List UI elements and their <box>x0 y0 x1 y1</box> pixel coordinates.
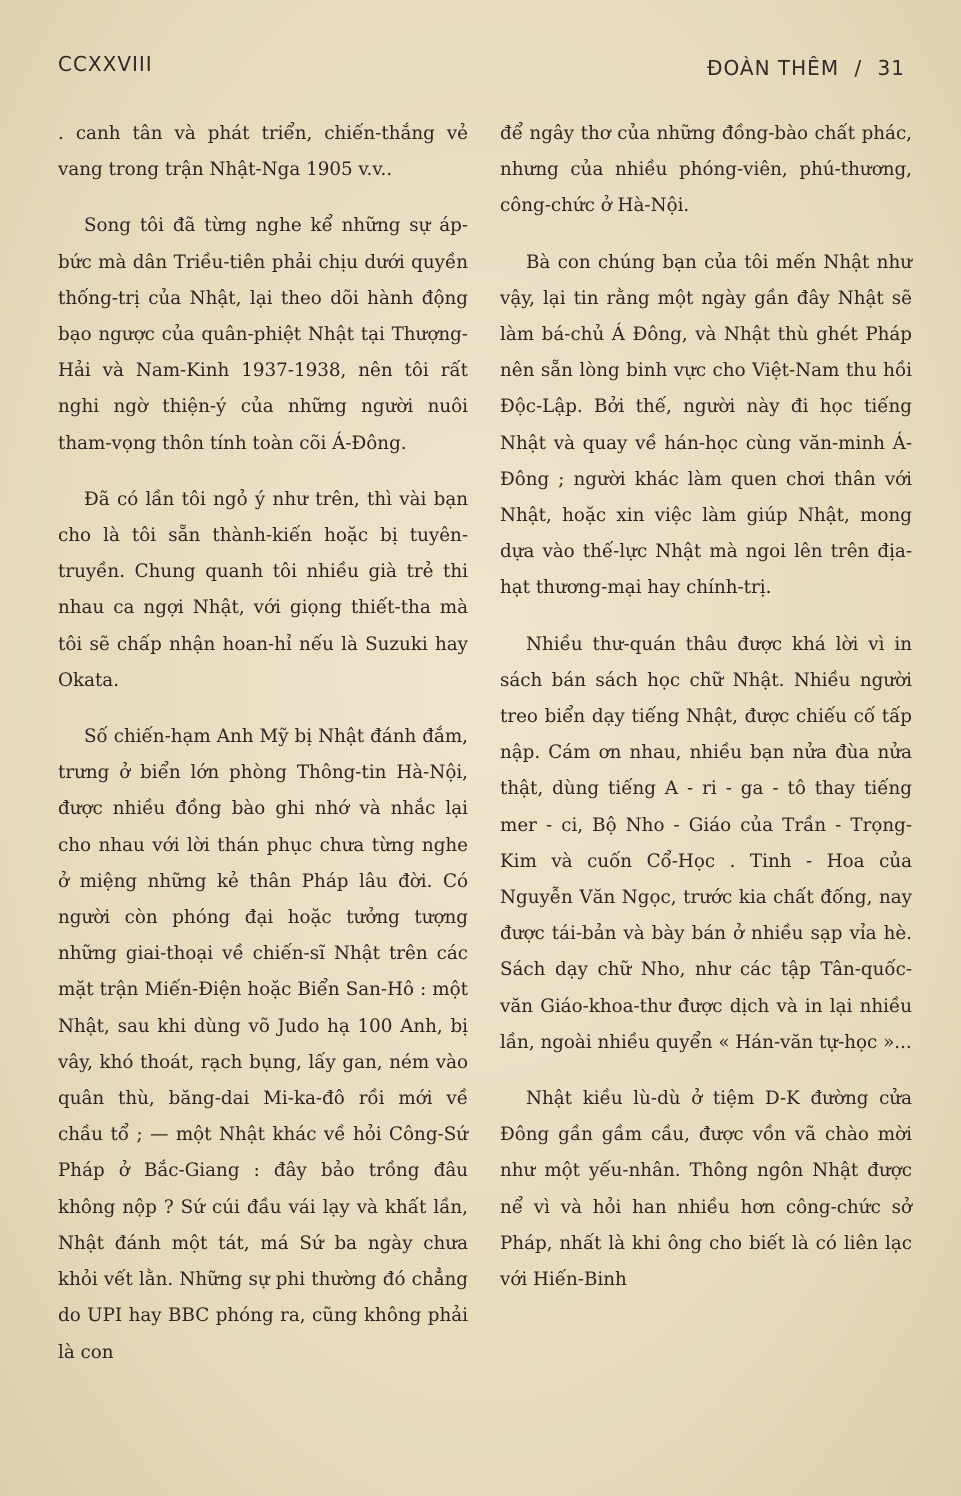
paragraph: Song tôi đã từng nghe kể những sự áp-bức mà dân Triều-tiên phải chịu dưới quyền thống-trị của Nhật, lại theo dõi hành động bạo ngược của quân-phiệt Nhật tại Thượng-Hải và Nam-Kinh 1937-1938, nên tôi rất nghi ngờ thiện-ý của những người nuôi tham-vọng thôn tính toàn cõi Á-Đông. <box>58 215 468 454</box>
paragraph: để ngây thơ của những đồng-bào chất phác, nhưng của nhiều phóng-viên, phú-thương, công-chức ở Hà-Nội. <box>500 123 912 217</box>
paragraph: Nhiều thư-quán thâu được khá lời vì in sách bán sách học chữ Nhật. Nhiều người treo biển dạy tiếng Nhật, được chiếu cố tấp nập. Cám ơn nhau, nhiều bạn nửa đùa nửa thật, dùng tiếng A - ri - ga - tô thay tiếng mer - ci, Bộ Nho - Giáo của Trần - Trọng-Kim và cuốn Cổ-Học . Tinh - Hoa của Nguyễn Văn Ngọc, trước kia chất đống, nay được tái-bản và bày bán ở nhiều sạp vỉa hè. Sách dạy chữ Nho, như các tập Tân-quốc-văn Giáo-khoa-thư được dịch và in lại nhiều lần, ngoài nhiều quyển « Hán-văn tự-học »... <box>500 633 912 1053</box>
paragraph: Số chiến-hạm Anh Mỹ bị Nhật đánh đắm, trưng ở biển lớn phòng Thông-tin Hà-Nội, được nhiều đồng bào ghi nhớ và nhắc lại cho nhau với lời thán phục chưa từng nghe ở miệng những kẻ thân Pháp lâu đời. Có người còn phóng đại hoặc tưởng tượng những giai-thoại về chiến-sĩ Nhật trên các mặt trận Miến-Điện hoặc Biển San-Hô : một Nhật, sau khi dùng võ Judo hạ 100 Anh, bị vây, khó thoát, rạch bụng, lấy gan, ném vào quân thù, băng-dai Mi-ka-đô rồi mới về chầu tổ ; — một Nhật khác về hỏi Công-Sứ Pháp ở Bắc-Giang : đây bảo trồng đâu không nộp ? Sứ cúi đầu vái lạy và khất lần, Nhật đánh một tát, má Sứ ba ngày chưa khỏi vết lằn. Những sự phi thường đó chẳng do UPI hay BBC phóng ra, cũng không phải là con <box>58 726 468 1363</box>
header-separator: / <box>854 56 863 80</box>
paragraph: Bà con chúng bạn của tôi mến Nhật như vậy, lại tin rằng một ngày gần đây Nhật sẽ làm bá-chủ Á Đông, và Nhật thù ghét Pháp nên sẵn lòng binh vực cho Việt-Nam thu hồi Độc-Lập. Bởi thế, người này đi học tiếng Nhật và quay về hán-học cùng văn-minh Á-Đông ; người khác làm quen chơi thân với Nhật, hoặc xin việc làm giúp Nhật, mong dựa vào thế-lực Nhật mà ngoi lên trên địa-hạt thương-mại hay chính-trị. <box>500 251 912 599</box>
left-column <box>58 116 468 1391</box>
right-column <box>500 116 912 1318</box>
header-right <box>699 56 905 80</box>
section-numeral: CCXXVIII <box>58 52 153 76</box>
author-name: ĐOÀN THÊM <box>707 56 840 80</box>
paragraph: . canh tân và phát triển, chiến-thắng vẻ vang trong trận Nhật-Nga 1905 v.v.. <box>58 123 468 181</box>
running-header <box>58 52 905 86</box>
paragraph: Nhật kiều lù-dù ở tiệm D-K đường cửa Đông gần gầm cầu, được vồn vã chào mời như một yếu-nhân. Thông ngôn Nhật được nể vì và hỏi han nhiều hơn công-chức sở Pháp, nhất là khi ông cho biết là có liên lạc với Hiến-Binh <box>500 1088 912 1291</box>
page-number: 31 <box>877 56 905 80</box>
paragraph: Đã có lần tôi ngỏ ý như trên, thì vài bạn cho là tôi sẵn thành-kiến hoặc bị tuyên-truyền. Chung quanh tôi nhiều già trẻ thi nhau ca ngợi Nhật, với giọng thiết-tha mà tôi sẽ chấp nhận hoan-hỉ nếu là Suzuki hay Okata. <box>58 488 468 691</box>
